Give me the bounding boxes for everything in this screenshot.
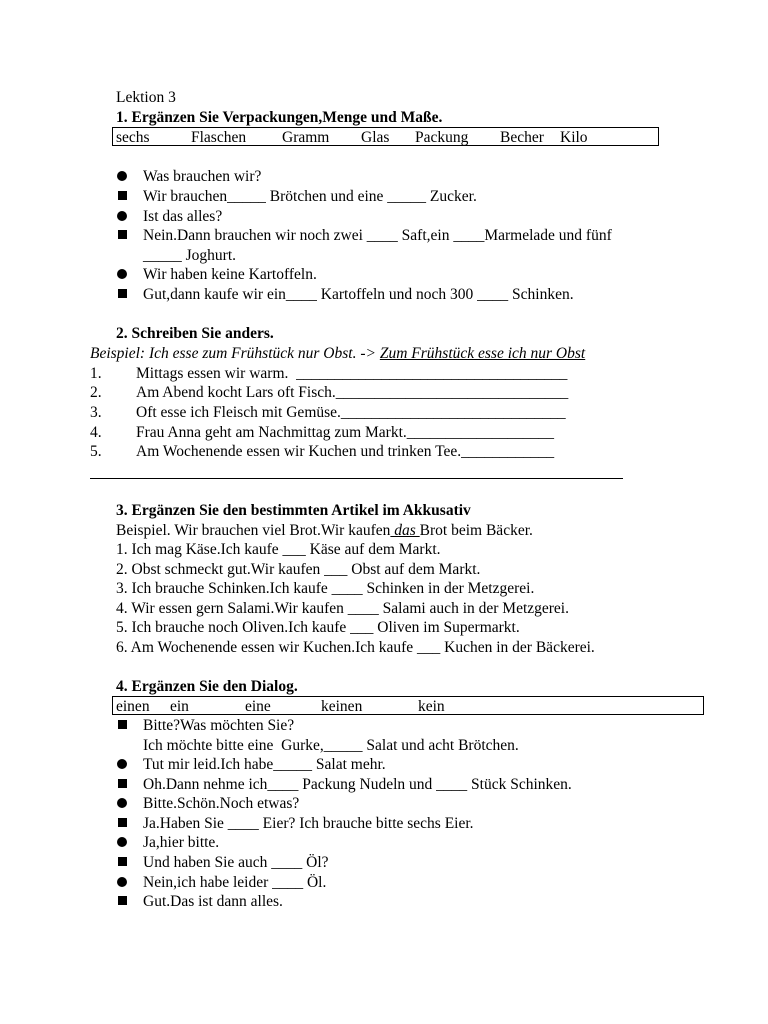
ex2-item: Am Wochenende essen wir Kuchen und trinken Tee.____________ (136, 443, 555, 460)
ex3-item: 1. Ich mag Käse.Ich kaufe ___ Käse auf dem Markt. (116, 541, 441, 558)
ex1-line: _____ Joghurt. (143, 247, 236, 264)
ex3-title: 3. Ergänzen Sie den bestimmten Artikel im Akkusativ (116, 502, 471, 519)
ex2-title: 2. Schreiben Sie anders. (116, 325, 274, 342)
ex1-line: Wir brauchen_____ Brötchen und eine _____ Zucker. (143, 188, 477, 205)
bullet-circle-icon (114, 833, 130, 852)
ex1-word: Gramm (282, 129, 330, 146)
bullet-circle-icon (114, 873, 130, 892)
bullet-square-icon (114, 775, 130, 794)
bullet-circle-icon (114, 167, 130, 186)
ex4-word: kein (418, 698, 445, 715)
ex2-item-number: 5. (90, 443, 102, 460)
ex4-line: Bitte.Schön.Noch etwas? (143, 795, 300, 812)
ex4-word: eine (245, 698, 271, 715)
ex1-word: Glas (361, 129, 390, 146)
ex2-item-number: 1. (90, 365, 102, 382)
bullet-square-icon (114, 892, 130, 911)
ex1-word: Kilo (560, 129, 588, 146)
ex3-item: 5. Ich brauche noch Oliven.Ich kaufe ___ Oliven im Supermarkt. (116, 619, 520, 636)
ex2-example (90, 344, 585, 363)
lesson-title: Lektion 3 (116, 89, 176, 106)
bullet-circle-icon (114, 207, 130, 226)
ex1-word: Becher (500, 129, 544, 146)
ex2-item: Am Abend kocht Lars oft Fisch.______________________________ (136, 384, 569, 401)
bullet-square-icon (114, 814, 130, 833)
ex2-example-lead: Beispiel: Ich esse zum Frühstück nur Obst. -> (90, 345, 380, 362)
ex1-word-box (112, 127, 659, 146)
ex3-item: 2. Obst schmeckt gut.Wir kaufen ___ Obst auf dem Markt. (116, 561, 481, 578)
ex2-item-number: 4. (90, 424, 102, 441)
ex3-item: 3. Ich brauche Schinken.Ich kaufe ____ Schinken in der Metzgerei. (116, 580, 535, 597)
bullet-square-icon (114, 716, 130, 735)
ex3-item: 4. Wir essen gern Salami.Wir kaufen ____ Salami auch in der Metzgerei. (116, 600, 569, 617)
ex1-line: Ist das alles? (143, 208, 223, 225)
ex4-title: 4. Ergänzen Sie den Dialog. (116, 678, 298, 695)
ex2-item: Frau Anna geht am Nachmittag zum Markt.___________________ (136, 424, 555, 441)
ex3-item: 6. Am Wochenende essen wir Kuchen.Ich kaufe ___ Kuchen in der Bäckerei. (116, 639, 595, 656)
ex4-line: Ich möchte bitte eine Gurke,_____ Salat und acht Brötchen. (143, 737, 519, 754)
ex4-line: Ja.Haben Sie ____ Eier? Ich brauche bitte sechs Eier. (143, 815, 474, 832)
ex1-word: Packung (415, 129, 469, 146)
ex4-line: Nein,ich habe leider ____ Öl. (143, 874, 327, 891)
ex4-line: Und haben Sie auch ____ Öl? (143, 854, 329, 871)
ex3-example (116, 521, 533, 540)
answer-line (90, 478, 623, 479)
ex1-word: sechs (116, 129, 150, 146)
ex4-word-box (112, 696, 704, 715)
ex3-example-tail: Brot beim Bäcker. (419, 522, 533, 539)
bullet-square-icon (114, 285, 130, 304)
bullet-square-icon (114, 226, 130, 245)
ex4-line: Tut mir leid.Ich habe_____ Salat mehr. (143, 756, 386, 773)
ex4-word: keinen (321, 698, 363, 715)
ex2-item: Oft esse ich Fleisch mit Gemüse._____________________________ (136, 404, 566, 421)
ex2-item-number: 3. (90, 404, 102, 421)
ex4-line: Bitte?Was möchten Sie? (143, 717, 295, 734)
ex4-line: Ja,hier bitte. (143, 834, 220, 851)
ex3-example-answer: das (390, 522, 420, 539)
ex4-line: Oh.Dann nehme ich____ Packung Nudeln und ____ Stück Schinken. (143, 776, 572, 793)
ex4-word: ein (170, 698, 189, 715)
ex4-word: einen (116, 698, 150, 715)
ex2-item: Mittags essen wir warm. ___________________________________ (136, 365, 568, 382)
bullet-circle-icon (114, 794, 130, 813)
ex1-word: Flaschen (191, 129, 247, 146)
bullet-square-icon (114, 853, 130, 872)
ex1-line: Gut,dann kaufe wir ein____ Kartoffeln und noch 300 ____ Schinken. (143, 286, 574, 303)
ex2-example-answer: Zum Frühstück esse ich nur Obst (379, 345, 586, 362)
ex1-title: 1. Ergänzen Sie Verpackungen,Menge und Maße. (116, 109, 443, 126)
bullet-circle-icon (114, 755, 130, 774)
bullet-square-icon (114, 187, 130, 206)
ex1-line: Wir haben keine Kartoffeln. (143, 266, 317, 283)
ex4-line: Gut.Das ist dann alles. (143, 893, 283, 910)
ex2-item-number: 2. (90, 384, 102, 401)
ex3-example-lead: Beispiel. Wir brauchen viel Brot.Wir kaufen (116, 522, 391, 539)
ex1-line: Was brauchen wir? (143, 168, 262, 185)
ex1-line: Nein.Dann brauchen wir noch zwei ____ Saft,ein ____Marmelade und fünf (143, 227, 612, 244)
bullet-circle-icon (114, 265, 130, 284)
